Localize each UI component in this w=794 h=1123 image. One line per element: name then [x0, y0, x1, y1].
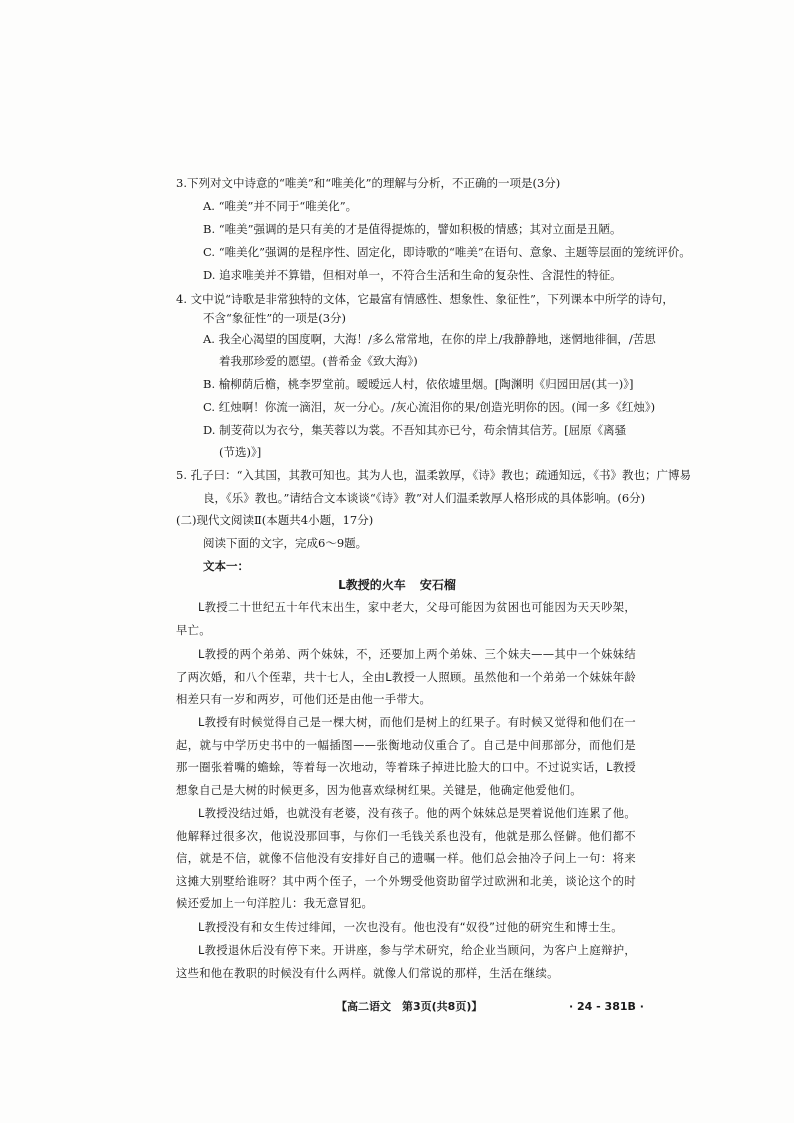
- story-title: L教授的火车: [338, 578, 406, 592]
- q4-stem-line2: 不含“象征性”的一项是(3分): [203, 311, 347, 325]
- q4-stem-line1: 4. 文中说“诗歌是非常独特的文体，它最富有情感性、想象性、象征性”，下列课本中所学的诗句，: [176, 292, 674, 306]
- text-one-label: 文本一：: [203, 559, 249, 573]
- q5-line1: 5. 孔子曰：“入其国，其教可知也。其为人也，温柔敦厚，《诗》教也；疏通知远，《书》教也；广博易: [176, 468, 692, 482]
- q3-option-b: B. “唯美”强调的是只有美的才是值得提炼的，譬如积极的情感；其对立面是丑陋。: [203, 222, 622, 236]
- story-author: 安石榴: [419, 578, 456, 592]
- story-paragraph-3: L教授有时候觉得自己是一棵大树，而他们是树上的红果子。有时候又觉得和他们在一起，就与中学历史书中的一幅插图——张衡地动仪重合了。自己是中间那部分，而他们是那一圈张着嘴的蟾蜍，等着每一次地动，等着珠子掉进比脸大的口中。不过说实话，L教授想象自己是大树的时候更多，因为他喜欢绿树红果。关键是，他确定他爱他们。: [176, 716, 636, 797]
- q4-option-a: A. 我全心渴望的国度啊，大海！/多么常常地，在你的岸上/我静静地，迷惘地徘徊，/苦思: [203, 332, 656, 346]
- section2-heading: (二)现代文阅读Ⅱ(本题共4小题，17分): [176, 513, 374, 527]
- story-paragraph-6: L教授退休后没有停下来。开讲座，参与学术研究，给企业当顾问，为客户上庭辩护，这些和他在教职的时候没有什么两样。就像人们常说的那样，生活在继续。: [176, 944, 636, 980]
- q4-option-b: B. 榆柳荫后檐，桃李罗堂前。暧暧远人村，依依墟里烟。[陶渊明《归园田居(其一)》]: [203, 377, 634, 391]
- story-paragraph-1: L教授二十世纪五十年代末出生，家中老大，父母可能因为贫困也可能因为天天吵架，早亡。: [176, 601, 636, 637]
- page-footer-label: 【高二语文 第3页(共8页)】: [336, 1000, 483, 1013]
- story-paragraph-4: L教授没结过婚，也就没有老婆，没有孩子。他的两个妹妹总是哭着说他们连累了他。他解释过很多次，他说没那回事，与你们一毛钱关系也没有，他就是那么怪僻。他们都不信，就是不信，就像不信他没有安排好自己的遗嘱一样。他们总会抽冷子问上一句：将来这摊大别墅给谁呀？其中两个侄子，一个外甥受他资助留学过欧洲和北美，谈论这个的时候还爱加上一句洋腔儿：我无意冒犯。: [176, 807, 636, 911]
- q3-option-d: D. 追求唯美并不算错，但相对单一，不符合生活和生命的复杂性、含混性的特征。: [203, 268, 622, 282]
- story-paragraph-5: L教授没有和女生传过绯闻，一次也没有。他也没有“奴役”过他的研究生和博士生。: [198, 921, 623, 934]
- q3-option-a: A. “唯美”并不同于“唯美化”。: [203, 199, 358, 213]
- q4-option-a-cont: 着我那珍爱的愿望。(普希金《致大海》): [219, 354, 418, 368]
- q5-line2: 良，《乐》教也。”请结合文本谈谈“《诗》教”对人们温柔敦厚人格形成的具体影响。(6分): [203, 491, 646, 505]
- story-paragraph-2: L教授的两个弟弟、两个妹妹，不，还要加上两个弟妹、三个妹夫——其中一个妹妹结了两次婚，和八个侄辈，共十七人，全由L教授一人照顾。虽然他和一个弟弟一个妹妹年龄相差只有一岁和两岁，可他们还是由他一手带大。: [176, 648, 636, 707]
- q4-option-c: C. 红烛啊！你流一滴泪，灰一分心。/灰心流泪你的果/创造光明你的因。(闻一多《红烛》): [203, 400, 656, 414]
- section2-instruction: 阅读下面的文字，完成6～9题。: [203, 536, 368, 550]
- q3-option-c: C. “唯美化”强调的是程序性、固定化，即诗歌的“唯美”在语句、意象、主题等层面的笼统评价。: [203, 245, 691, 259]
- q4-option-d-cont: (节选)》]: [219, 445, 262, 459]
- q3-stem: 3.下列对文中诗意的“唯美”和“唯美化”的理解与分析，不正确的一项是(3分): [176, 176, 561, 190]
- q4-option-d: D. 制芰荷以为衣兮，集芙蓉以为裳。不吾知其亦已兮，苟余情其信芳。[屈原《离骚: [203, 423, 627, 437]
- story-title-row: [0, 576, 794, 593]
- page-footer-code: · 24 - 381B ·: [569, 1000, 644, 1013]
